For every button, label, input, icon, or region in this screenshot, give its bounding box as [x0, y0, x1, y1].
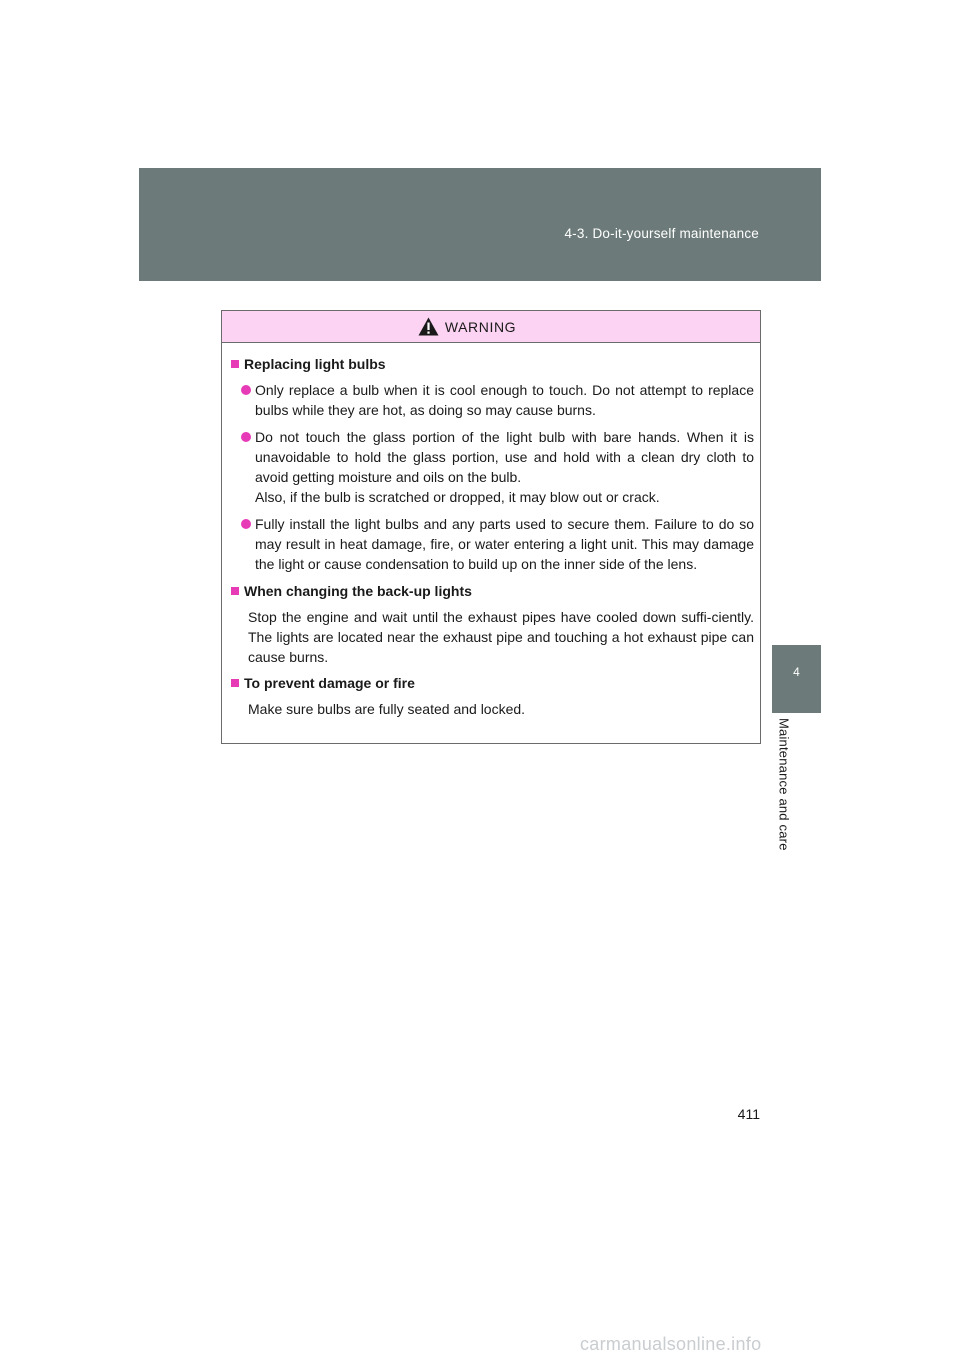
- list-item: [241, 427, 754, 507]
- section-paragraph: Make sure bulbs are fully seated and locked.: [248, 701, 526, 717]
- section-heading: [231, 354, 754, 374]
- warning-box: [221, 310, 761, 744]
- item-text-extra: Also, if the bulb is scratched or dropped, it may blow out or crack.: [255, 489, 660, 505]
- heading-text: When changing the back-up lights: [244, 583, 472, 599]
- warning-body: [222, 343, 760, 719]
- chapter-tab: [772, 645, 821, 713]
- chapter-label-text: Maintenance and care: [776, 718, 792, 851]
- item-text: [255, 427, 754, 507]
- section-title: 4-3. Do-it-yourself maintenance: [564, 226, 759, 241]
- square-bullet-icon: [231, 587, 239, 595]
- page-number: 411: [737, 1106, 760, 1122]
- chapter-header-band: [139, 168, 821, 281]
- square-bullet-icon: [231, 679, 239, 687]
- heading-text: To prevent damage or fire: [244, 675, 415, 691]
- circle-bullet-icon: [241, 519, 251, 529]
- circle-bullet-icon: [241, 385, 251, 395]
- list-item: [241, 380, 754, 420]
- warning-header: [222, 311, 760, 343]
- item-text-line: Do not touch the glass portion of the light bulb with bare hands. When it is unavoidable to hold the glass portion, use and hold with a clean dry cloth to avoid getting moisture and oils on the bulb.: [255, 429, 754, 485]
- square-bullet-icon: [231, 360, 239, 368]
- chapter-number: 4: [793, 665, 800, 679]
- section-heading: [231, 581, 754, 601]
- section-paragraph: Stop the engine and wait until the exhaust pipes have cooled down suffi-ciently. The lights are located near the exhaust pipe and touching a hot exhaust pipe can cause burns.: [248, 609, 754, 665]
- section-heading: [231, 673, 754, 693]
- warning-title: WARNING: [444, 318, 517, 335]
- circle-bullet-icon: [241, 432, 251, 442]
- warning-triangle-icon: [418, 317, 439, 336]
- list-item: [241, 514, 754, 574]
- item-text: Only replace a bulb when it is cool enough to touch. Do not attempt to replace bulbs while they are hot, as doing so may cause burns.: [255, 382, 754, 418]
- watermark-text: carmanualsonline.info: [580, 1334, 762, 1354]
- heading-text: Replacing light bulbs: [244, 356, 386, 372]
- item-text: Fully install the light bulbs and any parts used to secure them. Failure to do so may result in heat damage, fire, or water entering a light unit. This may damage the light or cause condensation to build up on the inner side of the lens.: [255, 516, 754, 572]
- chapter-label: [772, 718, 796, 878]
